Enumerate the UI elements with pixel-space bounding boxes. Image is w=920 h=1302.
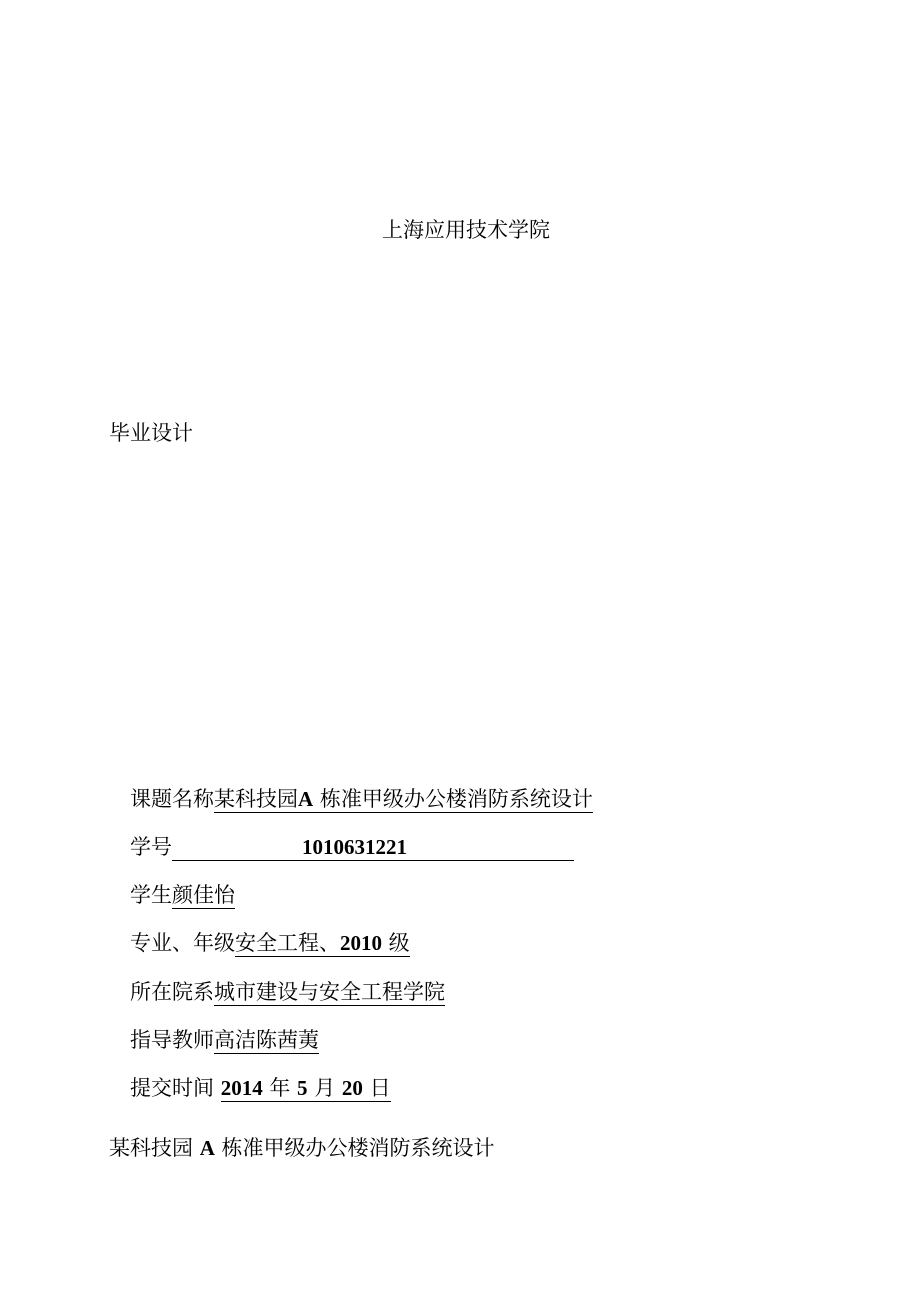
submit-day: 20 <box>341 1076 363 1100</box>
department-row <box>130 978 445 1006</box>
submit-year: 2014 <box>220 1076 263 1100</box>
submit-day-unit: 日 <box>362 1076 391 1100</box>
topic-value-pre: 某科技园 <box>214 787 298 811</box>
student-row <box>130 881 235 909</box>
student-id-row <box>130 833 574 861</box>
major-value <box>235 931 410 957</box>
submit-month: 5 <box>297 1076 308 1100</box>
topic-row <box>130 785 593 813</box>
submit-year-unit: 年 <box>262 1076 298 1100</box>
major-value-pre: 安全工程、 <box>235 931 340 955</box>
topic-value-letter: A <box>298 787 314 811</box>
department-label: 所在院系 <box>130 980 214 1004</box>
student-label: 学生 <box>130 883 172 907</box>
major-row <box>130 929 410 957</box>
major-label: 专业、年级 <box>130 931 235 955</box>
body-title-letter: A <box>199 1136 215 1160</box>
student-id-value: 1010631221 <box>172 835 574 861</box>
student-value: 颜佳怡 <box>172 883 235 907</box>
advisor-label: 指导教师 <box>130 1028 214 1052</box>
advisor-value: 高洁陈茜荑 <box>214 1028 319 1052</box>
student-id-label: 学号 <box>130 835 172 859</box>
submit-date-row <box>130 1074 391 1102</box>
major-value-year: 2010 <box>340 931 382 955</box>
submit-date-label: 提交时间 <box>130 1076 221 1100</box>
advisor-row <box>130 1026 319 1054</box>
topic-value <box>214 787 593 813</box>
body-title-pre: 某科技园 <box>109 1136 200 1160</box>
topic-label: 课题名称 <box>130 787 214 811</box>
document-type: 毕业设计 <box>109 421 193 445</box>
body-title-post: 栋准甲级办公楼消防系统设计 <box>214 1136 495 1160</box>
submit-date-value <box>221 1076 391 1102</box>
school-name: 上海应用技术学院 <box>382 218 550 242</box>
topic-value-post: 栋准甲级办公楼消防系统设计 <box>313 787 593 811</box>
submit-month-unit: 月 <box>307 1076 342 1100</box>
department-value: 城市建设与安全工程学院 <box>214 980 445 1004</box>
major-value-post: 级 <box>382 931 410 955</box>
body-title <box>109 1134 495 1162</box>
